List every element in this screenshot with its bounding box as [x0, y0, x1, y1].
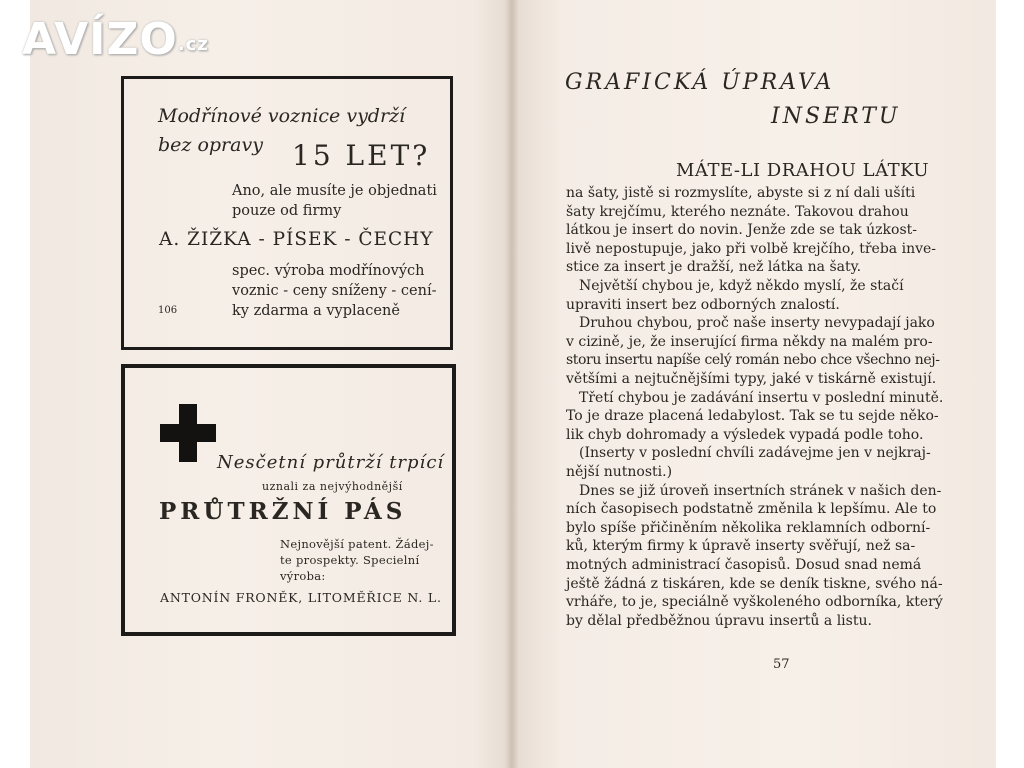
ad2-desc-line1: Nejnovější patent. Žádej- [280, 537, 434, 551]
article-line: nější nutnosti.) [566, 464, 673, 480]
ad2-slogan-line2: uznali za nejvýhodnější [262, 480, 403, 493]
article-line: upraviti insert bez odborných znalostí. [566, 296, 840, 313]
article-line: storu insertu napíše celý román nebo chce všechno nej- [566, 352, 940, 369]
article-line: bylo spíše přičiněním několika reklamních odborní- [566, 519, 931, 536]
advertisement-larch-carts [121, 76, 453, 350]
ad1-headline-line2: bez opravy [158, 134, 263, 156]
article-line: stice za insert je dražší, než látka na šaty. [566, 259, 862, 276]
article-line: (Inserty v poslední chvíli zadávejme jen v nejkraj- [579, 445, 931, 462]
article-line: většími a nejtučnějšími typy, jaké v tiskárně existují. [566, 371, 937, 387]
ad1-text-line1: Ano, ale musíte je objednati [232, 183, 437, 199]
watermark-tld: .cz [177, 34, 209, 55]
ad1-text-line5: ky zdarma a vyplaceně [232, 303, 400, 319]
article-line: Třetí chybou je zadávání insertu v poslední minutě. [579, 389, 944, 406]
article-line: livě nepostupuje, jako při volbě krejčího, třeba inve- [566, 240, 937, 257]
scan-margin [996, 0, 1024, 768]
article-line: ních časopisech podstatně změnila k lepšímu. Ale to [566, 501, 937, 518]
article-line: Dnes se již úroveň insertních stránek v našich den- [579, 482, 942, 499]
ad2-contact: ANTONÍN FRONĚK, LITOMĚŘICE N. L. [160, 590, 442, 605]
ad1-years-question: 15 LET? [292, 139, 431, 172]
article-line: motných administrací časopisů. Dosud snad nemá [566, 557, 922, 573]
book-gutter [505, 0, 519, 768]
ad1-headline-line1: Modřínové voznice vydrží [158, 105, 406, 127]
article-line: látkou je insert do novin. Jenže zde se tak úzkost- [566, 222, 917, 239]
article-line: vrháře, to je, speciálně vyškoleného odborníka, který [566, 594, 943, 611]
ad1-text-line2: pouze od firmy [232, 203, 342, 219]
article-line: ků, kterým firmy k úpravě inserty svěřují, než sa- [566, 538, 916, 555]
article-line: Největší chybou je, když někdo myslí, že stačí [579, 278, 904, 294]
article-line: šaty krejčímu, kterého neznáte. Takovou drahou [566, 203, 909, 220]
ad2-product-name: PRŮTRŽNÍ PÁS [159, 498, 407, 525]
left-page-number: 106 [158, 305, 178, 316]
article-line: na šaty, jistě si rozmyslíte, abyste si z ní dali ušíti [566, 185, 916, 201]
ad1-text-line3: spec. výroba modřínových [232, 263, 425, 279]
article-title-line2: INSERTU [771, 104, 901, 129]
article-line: v cizině, je, že inserující firma někdy na malém pro- [566, 333, 933, 350]
article-line: To je draze placená ledabylost. Tak se tu sejde něko- [566, 408, 939, 425]
article-line: ještě žádná z tiskáren, kde se deník tiskne, svého ná- [566, 575, 943, 592]
watermark-brand: AVÍZO [22, 14, 178, 65]
article-line: Druhou chybou, proč naše inserty nevypadají jako [579, 315, 935, 332]
avizo-watermark-logo [22, 14, 209, 65]
article-title-line1: GRAFICKÁ ÚPRAVA [565, 70, 835, 95]
article-line: by dělal předběžnou úpravu insertů a listu. [566, 612, 872, 629]
right-page-number: 57 [773, 657, 790, 672]
ad1-firm-name: A. ŽIŽKA - PÍSEK - ČECHY [159, 229, 434, 250]
article-line: lik chyb dohromady a výsledek vypadá podle toho. [566, 426, 924, 443]
cross-icon-bar [160, 424, 216, 442]
ad2-desc-line3: výroba: [280, 569, 326, 583]
advertisement-hernia-belt [121, 364, 456, 636]
article-lead: MÁTE-LI DRAHOU LÁTKU [676, 160, 930, 181]
ad1-text-line4: voznic - ceny sníženy - cení- [232, 283, 437, 299]
ad2-desc-line2: te prospekty. Specielní [280, 553, 420, 567]
ad2-slogan: Nesčetní průtrží trpící [217, 452, 445, 473]
